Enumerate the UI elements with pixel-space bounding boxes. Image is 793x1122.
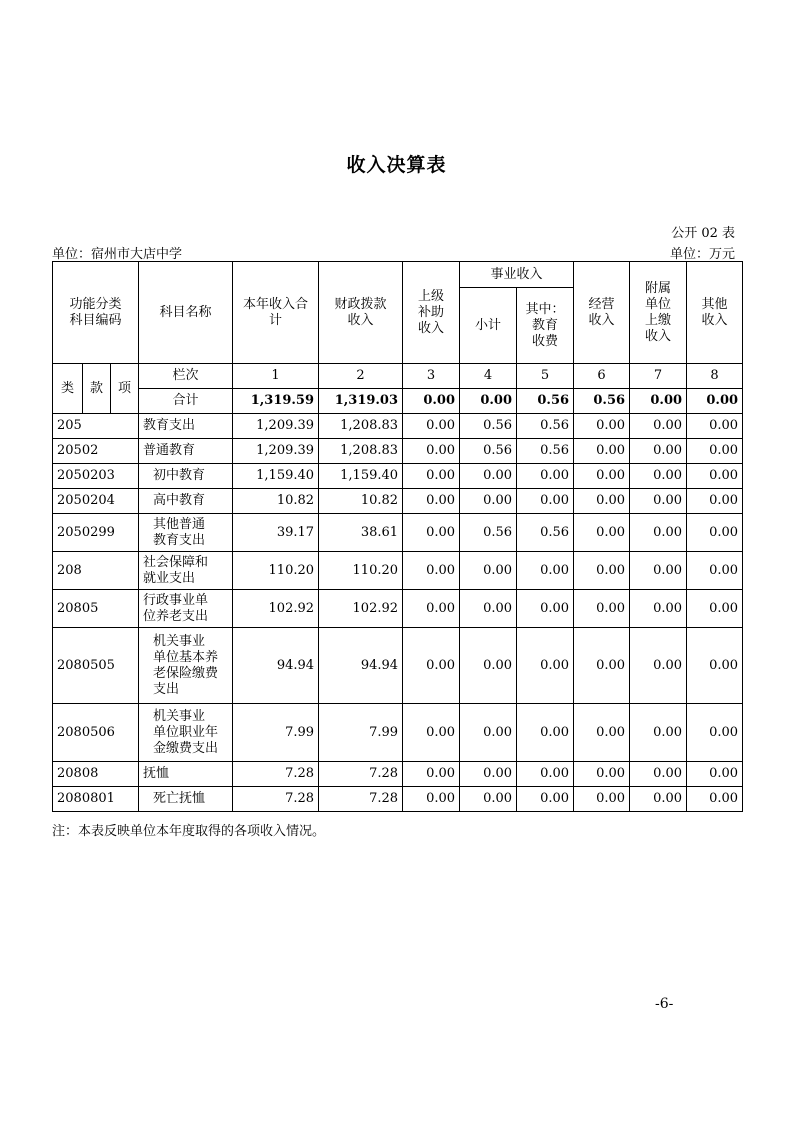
- subject-name: 死亡抚恤: [139, 787, 233, 812]
- income-value: 102.92: [319, 590, 403, 628]
- income-value: 0.00: [517, 464, 574, 489]
- income-value: 0.00: [630, 590, 687, 628]
- income-value: 0.00: [403, 464, 460, 489]
- income-value: 0.00: [403, 414, 460, 439]
- income-value: 0.00: [630, 762, 687, 787]
- subject-name: 其他普通 教育支出: [139, 514, 233, 552]
- summary-value: 0.00: [687, 389, 743, 414]
- subject-name: 行政事业单 位养老支出: [139, 590, 233, 628]
- income-value: 0.56: [460, 439, 517, 464]
- income-value: 0.00: [460, 704, 517, 762]
- header-business-income: 事业收入: [460, 262, 574, 288]
- column-number: 8: [687, 364, 743, 389]
- income-value: 0.00: [687, 489, 743, 514]
- header-total-income: 本年收入合 计: [233, 262, 319, 364]
- income-value: 0.00: [574, 704, 630, 762]
- income-value: 0.00: [460, 464, 517, 489]
- table-row: [53, 704, 743, 762]
- income-value: 0.00: [403, 762, 460, 787]
- column-number: 1: [233, 364, 319, 389]
- subject-code: 20805: [53, 590, 139, 628]
- column-number: 7: [630, 364, 687, 389]
- subject-code: 20808: [53, 762, 139, 787]
- summary-value: 1,319.03: [319, 389, 403, 414]
- summary-value: 0.56: [517, 389, 574, 414]
- subject-code: 2050299: [53, 514, 139, 552]
- income-table: [52, 261, 743, 812]
- income-value: 0.00: [630, 489, 687, 514]
- income-value: 7.28: [319, 762, 403, 787]
- table-row: [53, 464, 743, 489]
- column-number: 5: [517, 364, 574, 389]
- subject-code: 20502: [53, 439, 139, 464]
- income-value: 0.00: [574, 628, 630, 704]
- header-edu-fee: 其中： 教育 收费: [517, 288, 574, 364]
- income-value: 0.00: [630, 787, 687, 812]
- income-value: 0.00: [403, 590, 460, 628]
- income-value: 39.17: [233, 514, 319, 552]
- table-row: [53, 628, 743, 704]
- header-operating-income: 经营 收入: [574, 262, 630, 364]
- income-value: 0.00: [630, 514, 687, 552]
- subject-code: 2050203: [53, 464, 139, 489]
- table-row: [53, 552, 743, 590]
- subject-code: 208: [53, 552, 139, 590]
- subject-code: 2050204: [53, 489, 139, 514]
- income-value: 0.00: [460, 552, 517, 590]
- income-value: 0.00: [574, 439, 630, 464]
- income-value: 0.00: [574, 464, 630, 489]
- subject-code: 205: [53, 414, 139, 439]
- income-value: 0.00: [687, 552, 743, 590]
- income-value: 0.00: [517, 628, 574, 704]
- subject-name: 机关事业 单位职业年 金缴费支出: [139, 704, 233, 762]
- income-value: 0.00: [687, 439, 743, 464]
- header-subject-name: 科目名称: [139, 262, 233, 364]
- income-value: 0.00: [517, 489, 574, 514]
- table-row: [53, 787, 743, 812]
- income-value: 0.00: [460, 590, 517, 628]
- income-value: 0.00: [574, 514, 630, 552]
- income-value: 0.00: [517, 552, 574, 590]
- column-number-label: 栏次: [139, 364, 233, 389]
- table-row: [53, 439, 743, 464]
- income-value: 0.00: [574, 762, 630, 787]
- income-value: 1,208.83: [319, 439, 403, 464]
- page-title: 收入决算表: [346, 154, 447, 176]
- income-value: 0.00: [403, 704, 460, 762]
- income-value: 10.82: [233, 489, 319, 514]
- income-value: 0.00: [630, 439, 687, 464]
- table-note: 注：本表反映单位本年度取得的各项收入情况。: [52, 824, 326, 839]
- income-value: 0.00: [687, 590, 743, 628]
- column-number: 4: [460, 364, 517, 389]
- table-row: [53, 414, 743, 439]
- income-value: 0.00: [687, 762, 743, 787]
- income-value: 94.94: [233, 628, 319, 704]
- income-value: 0.00: [630, 464, 687, 489]
- income-value: 0.00: [403, 787, 460, 812]
- subject-name: 社会保障和 就业支出: [139, 552, 233, 590]
- income-value: 0.00: [574, 590, 630, 628]
- summary-label: 合计: [139, 389, 233, 414]
- table-row: [53, 489, 743, 514]
- reporting-unit: 单位：宿州市大店中学: [52, 247, 183, 262]
- income-value: 0.56: [517, 439, 574, 464]
- subject-name: 抚恤: [139, 762, 233, 787]
- income-value: 0.00: [460, 787, 517, 812]
- summary-value: 0.00: [630, 389, 687, 414]
- summary-value: 0.56: [574, 389, 630, 414]
- income-value: 7.28: [233, 787, 319, 812]
- income-value: 0.00: [687, 704, 743, 762]
- column-number: 2: [319, 364, 403, 389]
- subject-code: 2080505: [53, 628, 139, 704]
- income-value: 0.00: [403, 514, 460, 552]
- income-value: 0.00: [630, 704, 687, 762]
- subject-code: 2080506: [53, 704, 139, 762]
- income-value: 1,209.39: [233, 439, 319, 464]
- income-value: 0.00: [517, 704, 574, 762]
- income-value: 0.00: [403, 628, 460, 704]
- subject-name: 普通教育: [139, 439, 233, 464]
- header-subtotal: 小计: [460, 288, 517, 364]
- income-value: 1,159.40: [233, 464, 319, 489]
- income-value: 0.00: [630, 552, 687, 590]
- income-value: 0.00: [687, 628, 743, 704]
- income-value: 0.00: [403, 552, 460, 590]
- income-value: 1,208.83: [319, 414, 403, 439]
- income-value: 0.56: [460, 414, 517, 439]
- income-value: 10.82: [319, 489, 403, 514]
- income-value: 0.00: [460, 628, 517, 704]
- form-number: 公开 02 表: [671, 226, 735, 241]
- subject-name: 高中教育: [139, 489, 233, 514]
- table-row: [53, 514, 743, 552]
- income-value: 0.00: [574, 552, 630, 590]
- subject-name: 初中教育: [139, 464, 233, 489]
- income-value: 0.56: [460, 514, 517, 552]
- column-number: 6: [574, 364, 630, 389]
- income-value: 0.00: [630, 628, 687, 704]
- income-value: 0.00: [630, 414, 687, 439]
- income-value: 0.00: [403, 439, 460, 464]
- header-affiliated-income: 附属 单位 上缴 收入: [630, 262, 687, 364]
- income-value: 0.56: [517, 514, 574, 552]
- income-value: 1,209.39: [233, 414, 319, 439]
- summary-value: 0.00: [403, 389, 460, 414]
- table-row: [53, 590, 743, 628]
- currency-unit: 单位：万元: [669, 247, 735, 262]
- income-value: 7.28: [319, 787, 403, 812]
- income-value: 0.00: [517, 787, 574, 812]
- header-other-income: 其他 收入: [687, 262, 743, 364]
- header-fiscal-income: 财政拨款 收入: [319, 262, 403, 364]
- income-value: 1,159.40: [319, 464, 403, 489]
- income-value: 7.99: [319, 704, 403, 762]
- summary-value: 1,319.59: [233, 389, 319, 414]
- income-value: 110.20: [233, 552, 319, 590]
- income-value: 0.00: [687, 514, 743, 552]
- income-value: 0.56: [517, 414, 574, 439]
- income-value: 0.00: [574, 489, 630, 514]
- income-value: 7.99: [233, 704, 319, 762]
- column-number: 3: [403, 364, 460, 389]
- table-row: [53, 762, 743, 787]
- header-func-class: 功能分类 科目编码: [53, 262, 139, 364]
- income-value: 7.28: [233, 762, 319, 787]
- income-value: 102.92: [233, 590, 319, 628]
- income-value: 110.20: [319, 552, 403, 590]
- income-value: 0.00: [574, 414, 630, 439]
- income-value: 0.00: [687, 464, 743, 489]
- header-kuan: 款: [83, 364, 111, 414]
- header-superior-subsidy: 上级 补助 收入: [403, 262, 460, 364]
- subject-code: 2080801: [53, 787, 139, 812]
- income-value: 0.00: [517, 590, 574, 628]
- income-value: 0.00: [460, 762, 517, 787]
- income-value: 0.00: [460, 489, 517, 514]
- income-value: 94.94: [319, 628, 403, 704]
- income-value: 0.00: [517, 762, 574, 787]
- income-value: 0.00: [403, 489, 460, 514]
- subject-name: 教育支出: [139, 414, 233, 439]
- header-lei: 类: [53, 364, 83, 414]
- income-value: 0.00: [687, 414, 743, 439]
- header-xiang: 项: [111, 364, 139, 414]
- summary-value: 0.00: [460, 389, 517, 414]
- subject-name: 机关事业 单位基本养 老保险缴费 支出: [139, 628, 233, 704]
- income-value: 0.00: [687, 787, 743, 812]
- income-value: 0.00: [574, 787, 630, 812]
- income-value: 38.61: [319, 514, 403, 552]
- page-number: -6-: [655, 996, 674, 1012]
